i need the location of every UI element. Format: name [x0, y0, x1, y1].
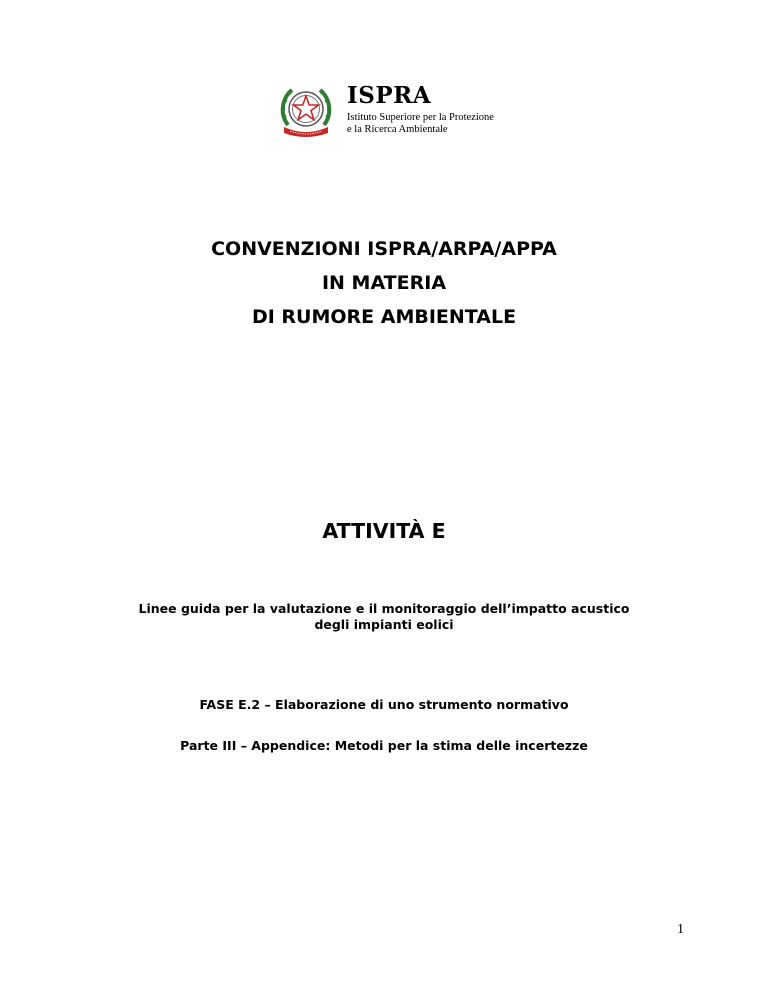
title-line-2: IN MATERIA — [321, 272, 447, 294]
org-full-name — [347, 112, 537, 136]
header-logo — [276, 81, 536, 141]
phase-heading: FASE E.2 – Elaborazione di uno strumento normativo — [199, 697, 569, 712]
guidelines-subtitle — [0, 601, 768, 633]
org-name: ISPRA — [347, 82, 432, 109]
guidelines-line-2: degli impianti eolici — [314, 617, 454, 632]
title-line-3: DI RUMORE AMBIENTALE — [251, 306, 517, 328]
italian-republic-emblem-icon — [276, 81, 336, 141]
guidelines-line-1: Linee guida per la valutazione e il monitoraggio dell’impatto acustico — [138, 601, 630, 616]
part-heading: Parte III – Appendice: Metodi per la stima delle incertezze — [180, 738, 588, 753]
title-line-1: CONVENZIONI ISPRA/ARPA/APPA — [211, 238, 557, 260]
org-full-name-line2: e la Ricerca Ambientale — [347, 124, 448, 135]
activity-heading: ATTIVITÀ E — [322, 519, 446, 543]
page-number: 1 — [677, 922, 684, 937]
org-full-name-line1: Istituto Superiore per la Protezione — [347, 112, 494, 123]
document-title — [0, 232, 768, 334]
